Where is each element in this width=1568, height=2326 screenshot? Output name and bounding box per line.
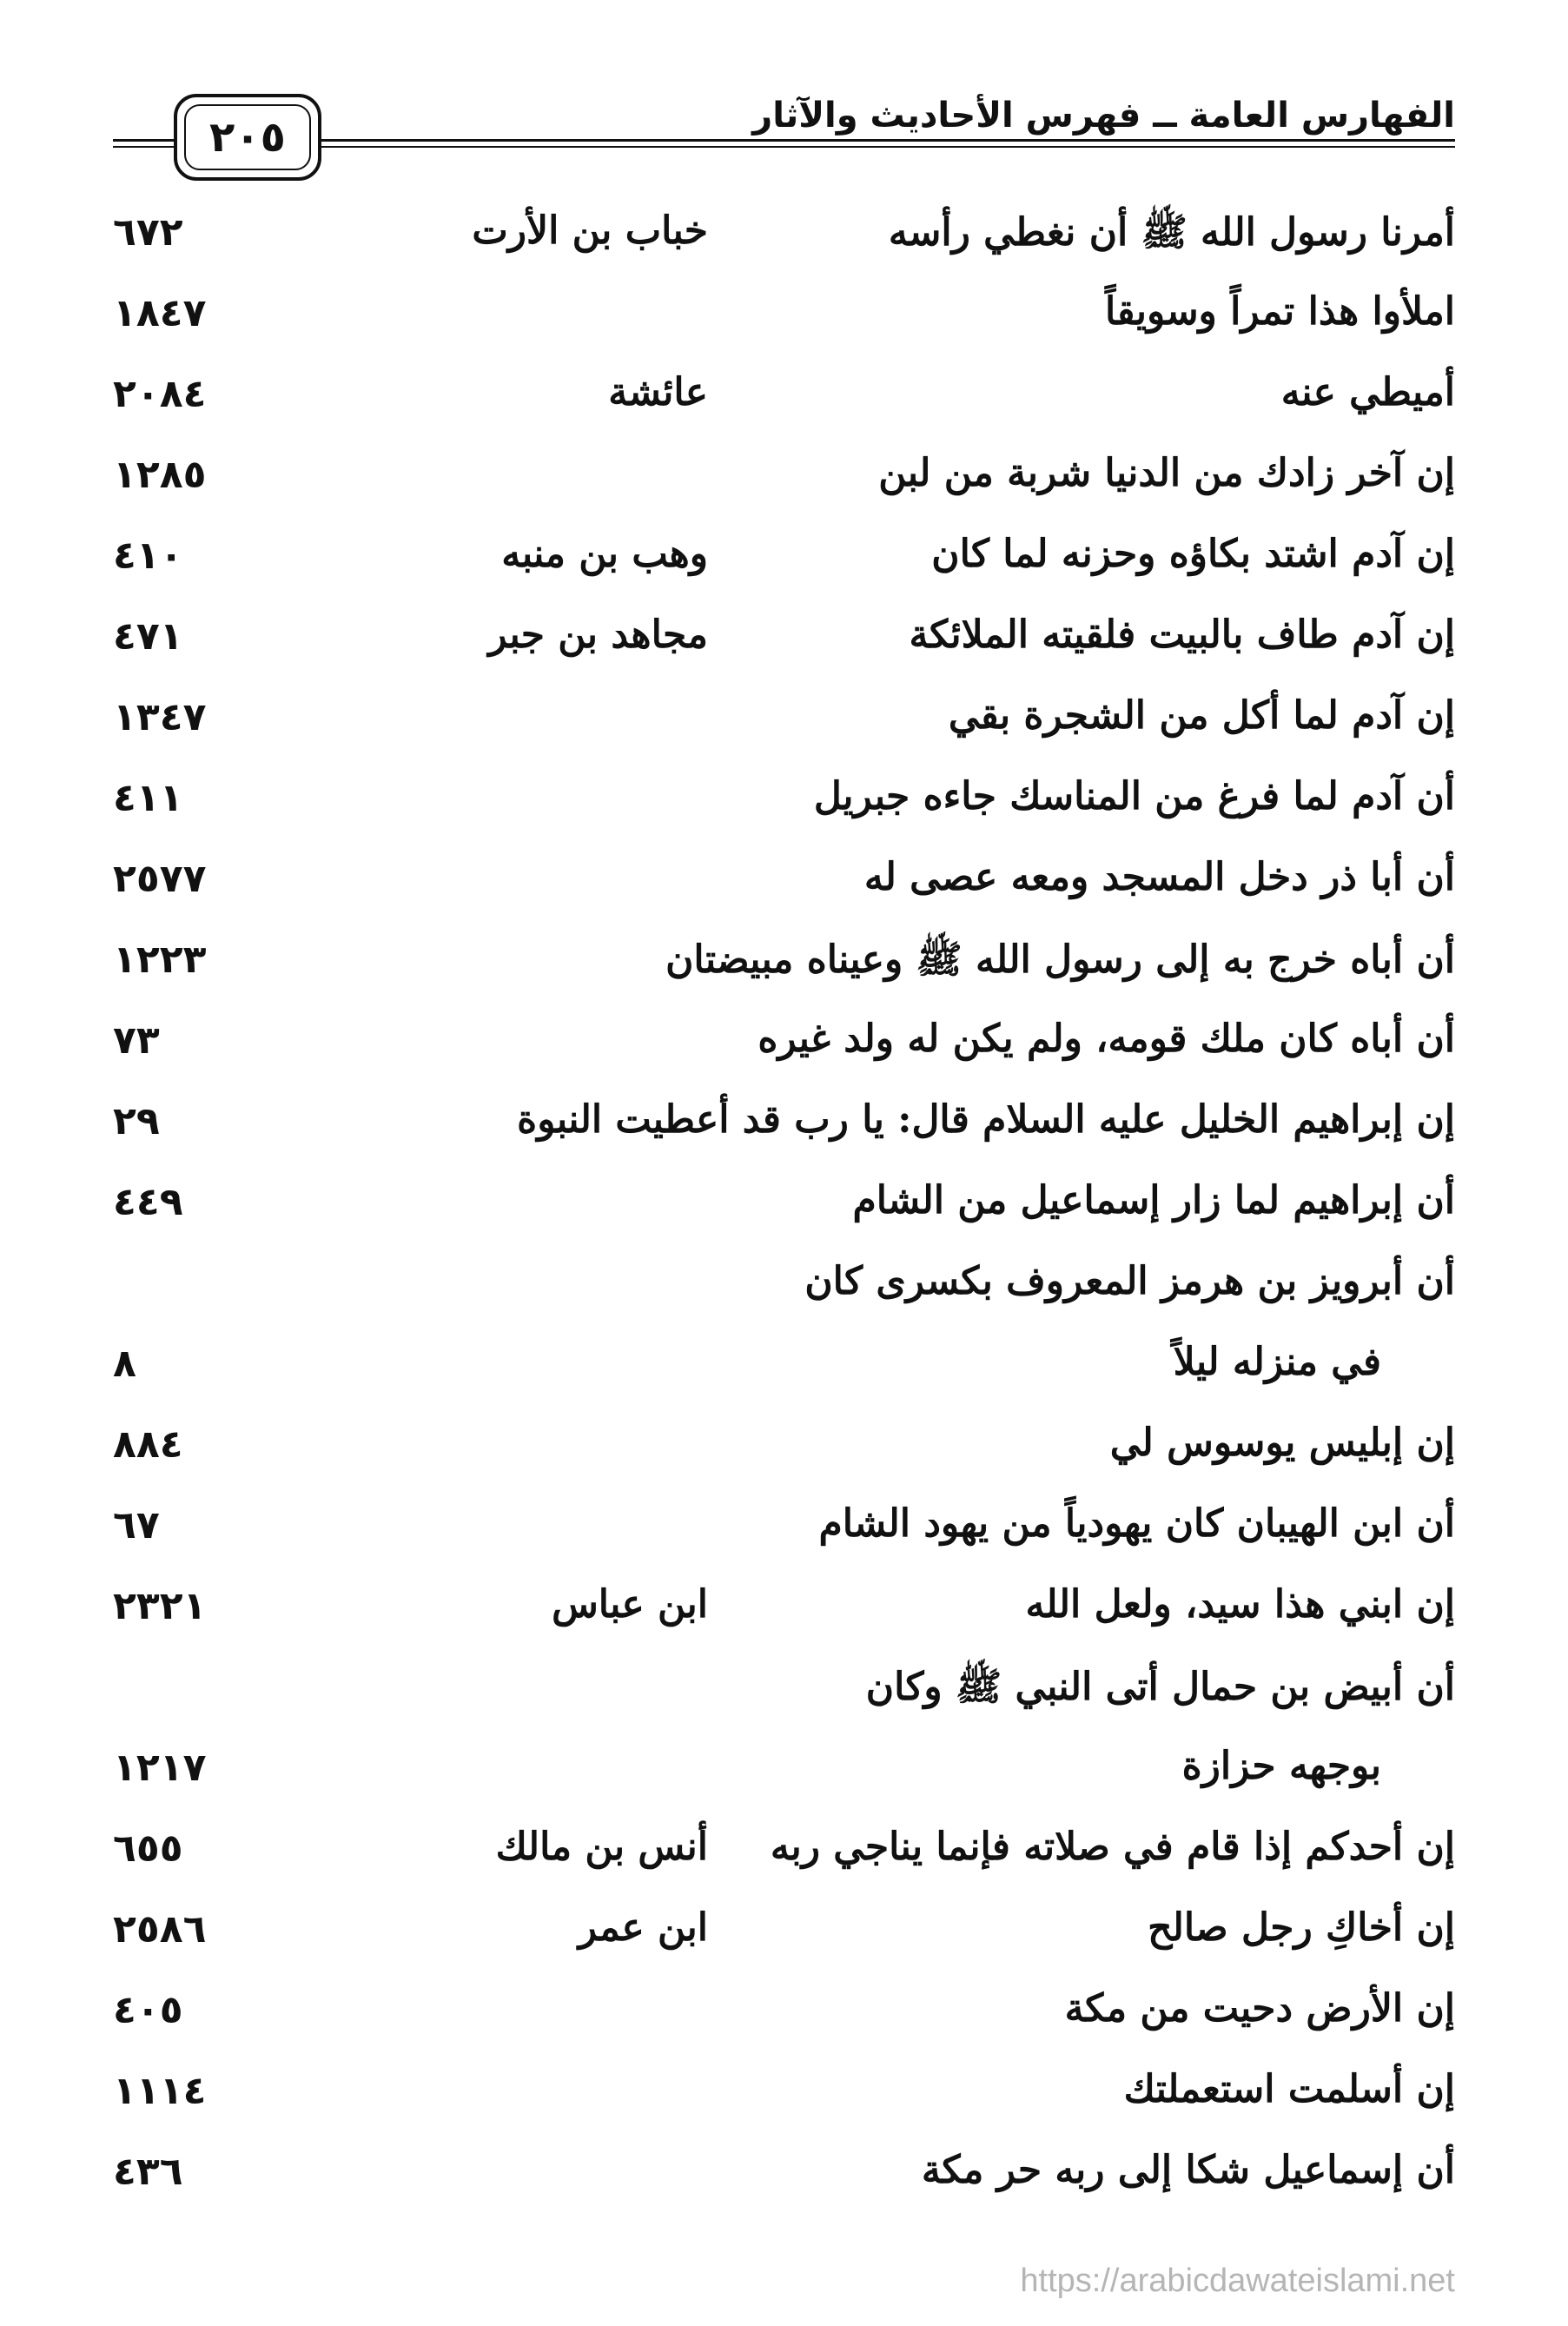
page-header	[0, 0, 1568, 174]
hadith-text: إن الأرض دحيت من مكة	[1064, 1986, 1455, 2031]
index-row	[0, 279, 1568, 360]
entry-number: ١٢٢٣	[113, 938, 207, 982]
hadith-text: أن أبا ذر دخل المسجد ومعه عصى له	[863, 855, 1455, 899]
entry-number: ٦٥٥	[113, 1826, 183, 1871]
entry-number: ١٣٤٧	[113, 695, 207, 739]
entry-number: ٤٧١	[113, 614, 183, 659]
index-row	[0, 198, 1568, 279]
index-row	[0, 1168, 1568, 1249]
hadith-text: أن إبراهيم لما زار إسماعيل من الشام	[852, 1178, 1455, 1223]
index-row	[0, 1814, 1568, 1895]
hadith-text: إن أحدكم إذا قام في صلاته فإنما يناجي ربه	[770, 1825, 1455, 1869]
hadith-index-list	[0, 198, 1568, 2218]
entry-number: ٢٥٨٦	[113, 1907, 207, 1952]
index-row	[0, 845, 1568, 925]
hadith-text: إن آدم طاف بالبيت فلقيته الملائكة	[909, 613, 1455, 657]
hadith-text: إن إبليس يوسوس لي	[1109, 1421, 1455, 1465]
hadith-text: بوجهه حزازة	[1181, 1744, 1381, 1788]
hadith-text: إن إبراهيم الخليل عليه السلام قال: يا رب قد أعطيت النبوة	[517, 1097, 1455, 1142]
narrator-name: ابن عباس	[552, 1582, 708, 1627]
hadith-text: أميطي عنه	[1280, 370, 1455, 414]
entry-number: ٢٣٢١	[113, 1584, 207, 1628]
index-row	[0, 2057, 1568, 2137]
index-row	[0, 764, 1568, 845]
narrator-name: عائشة	[608, 370, 708, 414]
page-title: الفهارس العامة ــ فهرس الأحاديث والآثار	[752, 96, 1455, 136]
index-row	[0, 1006, 1568, 1087]
hadith-text: أن إسماعيل شكا إلى ربه حر مكة	[921, 2148, 1455, 2192]
narrator-name: خباب بن الأرت	[472, 209, 708, 253]
hadith-text: أن أباه خرج به إلى رسول الله ﷺ وعيناه مبيضتان	[665, 938, 1455, 982]
hadith-text: إن آدم اشتد بكاؤه وحزنه لما كان	[931, 532, 1455, 576]
index-row	[0, 360, 1568, 441]
page-number-frame	[174, 94, 321, 181]
index-row	[0, 1895, 1568, 1976]
entry-number: ٦٧	[113, 1503, 160, 1547]
entry-number: ٦٧٢	[113, 210, 183, 255]
entry-number: ١٨٤٧	[113, 291, 207, 335]
hadith-text: أن أبيض بن حمال أتى النبي ﷺ وكان	[865, 1665, 1455, 1709]
entry-number: ٢٩	[113, 1099, 160, 1143]
index-row	[0, 1653, 1568, 1733]
hadith-text: في منزله ليلاً	[1173, 1340, 1381, 1384]
hadith-text: أن آدم لما فرغ من المناسك جاءه جبريل	[813, 774, 1455, 818]
hadith-text: أمرنا رسول الله ﷺ أن نغطي رأسه	[888, 210, 1455, 255]
index-row	[0, 1329, 1568, 1410]
watermark: https://arabicdawateislami.net	[1020, 2263, 1455, 2299]
entry-number: ٨	[113, 1342, 136, 1386]
index-row	[0, 925, 1568, 1006]
hadith-text: أن أبرويز بن هرمز المعروف بكسرى كان	[804, 1259, 1455, 1303]
index-row	[0, 1491, 1568, 1572]
hadith-text: أن أباه كان ملك قومه، ولم يكن له ولد غيره	[758, 1017, 1455, 1061]
header-rule-left	[113, 146, 174, 148]
index-row	[0, 1572, 1568, 1653]
page-number: ٢٠٥	[184, 104, 311, 170]
entry-number: ٤١١	[113, 776, 183, 820]
hadith-text: إن آخر زادك من الدنيا شربة من لبن	[878, 451, 1455, 495]
header-rule-left	[113, 139, 174, 142]
index-row	[0, 521, 1568, 602]
entry-number: ٤٤٩	[113, 1180, 183, 1224]
hadith-text: إن آدم لما أكل من الشجرة بقي	[948, 693, 1455, 738]
index-row	[0, 1410, 1568, 1491]
hadith-text: املأوا هذا تمراً وسويقاً	[1105, 289, 1455, 334]
index-row	[0, 1249, 1568, 1329]
index-row	[0, 1976, 1568, 2057]
header-rule	[321, 139, 1455, 142]
index-row	[0, 602, 1568, 683]
entry-number: ٨٨٤	[113, 1422, 183, 1467]
entry-number: ١٢٨٥	[113, 453, 207, 497]
entry-number: ٤٠٥	[113, 1988, 183, 2032]
entry-number: ٤١٠	[113, 533, 183, 578]
hadith-text: إن أخاكِ رجل صالح	[1148, 1905, 1455, 1950]
index-row	[0, 2137, 1568, 2218]
entry-number: ٢٠٨٤	[113, 372, 207, 416]
entry-number: ٤٣٦	[113, 2150, 183, 2194]
narrator-name: ابن عمر	[578, 1905, 708, 1950]
hadith-text: إن أسلمت استعملتك	[1123, 2067, 1455, 2111]
index-row	[0, 1087, 1568, 1168]
narrator-name: وهب بن منبه	[501, 532, 708, 576]
header-rule	[321, 146, 1455, 148]
narrator-name: أنس بن مالك	[495, 1825, 708, 1869]
entry-number: ١٢١٧	[113, 1746, 207, 1790]
hadith-text: إن ابني هذا سيد، ولعل الله	[1025, 1582, 1455, 1627]
index-row	[0, 441, 1568, 521]
entry-number: ٢٥٧٧	[113, 857, 207, 901]
entry-number: ٧٣	[113, 1018, 160, 1063]
index-row	[0, 683, 1568, 764]
narrator-name: مجاهد بن جبر	[488, 613, 708, 657]
entry-number: ١١١٤	[113, 2069, 207, 2113]
hadith-text: أن ابن الهيبان كان يهودياً من يهود الشام	[818, 1501, 1455, 1546]
index-row	[0, 1733, 1568, 1814]
